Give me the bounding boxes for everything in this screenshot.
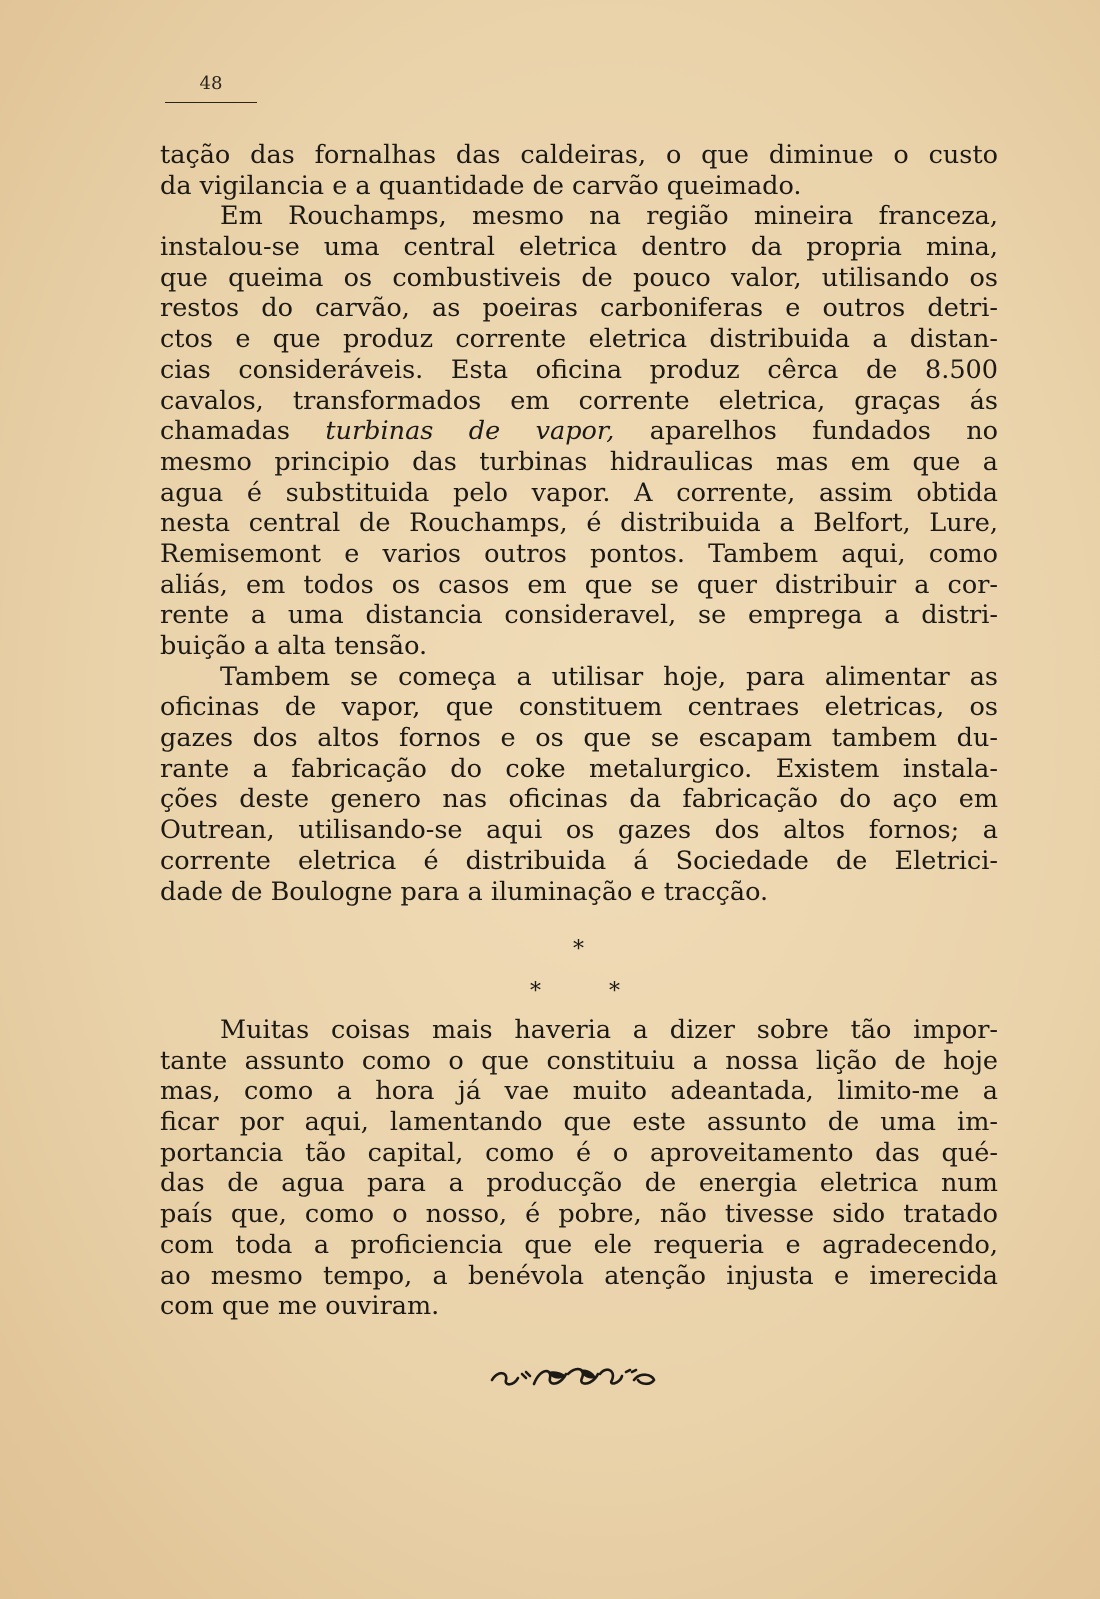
text-line: cavalos, transformados em corrente eletrica, graças ás	[160, 385, 998, 416]
text-line: gazes dos altos fornos e os que se escapam tambem du-	[160, 723, 998, 754]
text-line: com toda a proficiencia que ele requeria e agradecendo,	[160, 1229, 998, 1260]
text-line: instalou-se uma central eletrica dentro da propria mina,	[160, 232, 998, 263]
text-line: restos do carvão, as poeiras carboniferas e outros detri-	[160, 293, 998, 324]
text-line: ficar por aqui, lamentando que este assunto de uma im-	[160, 1107, 998, 1138]
text-line: nesta central de Rouchamps, é distribuida a Belfort, Lure,	[160, 508, 998, 539]
closing-text-block	[160, 1015, 998, 1322]
asterism-star: *	[609, 979, 620, 1004]
text-line: dade de Boulogne para a iluminação e tracção.	[160, 876, 769, 907]
typographic-flourish-icon	[488, 1362, 658, 1392]
text-line: ctos e que produz corrente eletrica distribuida a distan-	[160, 324, 998, 355]
text-line: Em Rouchamps, mesmo na região mineira franceza,	[220, 201, 998, 232]
text-line: das de agua para a producção de energia eletrica num	[160, 1168, 998, 1199]
text-line: Muitas coisas mais haveria a dizer sobre tão impor-	[220, 1015, 998, 1045]
text-run: aparelhos fundados no	[614, 416, 998, 447]
page-number-rule	[165, 102, 257, 103]
main-text-block	[160, 140, 998, 907]
text-line: mesmo principio das turbinas hidraulicas mas em que a	[160, 446, 998, 477]
text-line: mas, como a hora já vae muito adeantada, limito-me a	[160, 1076, 998, 1107]
text-line: portancia tão capital, como é o aproveitamento das qué-	[160, 1137, 998, 1168]
text-line: Tambem se começa a utilisar hoje, para alimentar as	[220, 661, 998, 692]
text-line: oficinas de vapor, que constituem centraes eletricas, os	[160, 692, 998, 723]
asterism-star: *	[573, 937, 584, 962]
page-number: 48	[199, 73, 223, 94]
text-line: Remisemont e varios outros pontos. Tambem aqui, como	[160, 538, 998, 569]
text-line: com que me ouviram.	[160, 1291, 440, 1322]
italic-term: turbinas de vapor,	[325, 416, 615, 447]
text-line: rante a fabricação do coke metalurgico. Existem instala-	[160, 753, 998, 784]
text-line: tante assunto como o que constituiu a nossa lição de hoje	[160, 1045, 998, 1076]
text-line: aliás, em todos os casos em que se quer distribuir a cor-	[160, 569, 998, 600]
text-line: que queima os combustiveis de pouco valor, utilisando os	[160, 262, 998, 293]
text-line: rente a uma distancia consideravel, se emprega a distri-	[160, 600, 998, 631]
text-run: chamadas	[160, 416, 326, 447]
text-line: Outrean, utilisando-se aqui os gazes dos altos fornos; a	[160, 815, 998, 846]
text-line: país que, como o nosso, é pobre, não tivesse sido tratado	[160, 1199, 998, 1230]
text-line: agua é substituida pelo vapor. A corrente, assim obtida	[160, 477, 998, 508]
text-line-with-italic	[160, 416, 998, 447]
text-line: da vigilancia e a quantidade de carvão queimado.	[160, 170, 802, 201]
text-line: ao mesmo tempo, a benévola atenção injusta e imerecida	[160, 1260, 998, 1291]
text-line: buição a alta tensão.	[160, 631, 428, 661]
text-line: cias consideráveis. Esta oficina produz cêrca de 8.500	[160, 354, 998, 385]
text-line: tação das fornalhas das caldeiras, o que diminue o custo	[160, 140, 998, 170]
asterism-star: *	[530, 979, 541, 1004]
text-line: corrente eletrica é distribuida á Sociedade de Eletrici-	[160, 845, 998, 876]
text-line: ções deste genero nas oficinas da fabricação do aço em	[160, 784, 998, 815]
